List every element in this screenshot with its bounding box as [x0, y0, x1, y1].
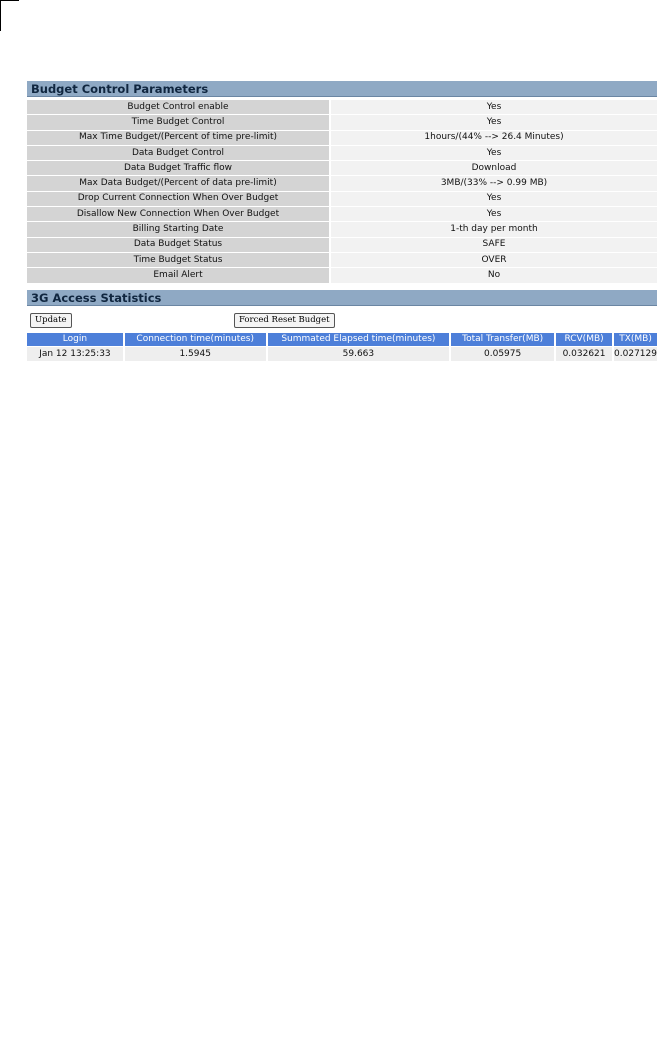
forced-reset-budget-button[interactable]: Forced Reset Budget: [234, 313, 335, 328]
parameter-label: Data Budget Status: [27, 237, 330, 252]
login-cell: Jan 12 13:25:33: [27, 347, 124, 362]
column-header-login: Login: [27, 333, 124, 347]
column-header-elapsed-time: Summated Elapsed time(minutes): [267, 333, 451, 347]
parameter-row: [27, 207, 657, 222]
parameter-row: [27, 268, 657, 283]
parameter-row: [27, 222, 657, 237]
parameter-value: 3MB/(33% --> 0.99 MB): [330, 176, 657, 191]
parameter-value: 1-th day per month: [330, 222, 657, 237]
total-transfer-cell: 0.05975: [450, 347, 555, 362]
column-header-connection-time: Connection time(minutes): [124, 333, 267, 347]
page-corner-mark: [0, 0, 19, 31]
parameter-row: [27, 130, 657, 145]
parameter-label: Time Budget Control: [27, 115, 330, 130]
parameter-label: Budget Control enable: [27, 100, 330, 115]
parameter-value: Yes: [330, 115, 657, 130]
access-statistics-table: [27, 333, 657, 361]
tx-cell: 0.027129: [613, 347, 657, 362]
parameter-label: Disallow New Connection When Over Budget: [27, 207, 330, 222]
table-row: [27, 347, 657, 362]
access-statistics-title: 3G Access Statistics: [31, 291, 162, 305]
parameter-label: Data Budget Traffic flow: [27, 161, 330, 176]
elapsed-time-cell: 59.663: [267, 347, 451, 362]
connection-time-cell: 1.5945: [124, 347, 267, 362]
parameter-label: Time Budget Status: [27, 252, 330, 267]
parameter-value: Yes: [330, 191, 657, 206]
parameter-value: Download: [330, 161, 657, 176]
column-header-rcv: RCV(MB): [555, 333, 613, 347]
parameter-label: Max Time Budget/(Percent of time pre-limit): [27, 130, 330, 145]
column-header-tx: TX(MB): [613, 333, 657, 347]
parameter-value: Yes: [330, 145, 657, 160]
budget-control-title: Budget Control Parameters: [31, 82, 209, 96]
budget-control-header: [27, 81, 657, 97]
update-button[interactable]: Update: [30, 313, 72, 328]
parameter-value: 1hours/(44% --> 26.4 Minutes): [330, 130, 657, 145]
parameter-row: [27, 100, 657, 115]
parameter-row: [27, 191, 657, 206]
parameter-row: [27, 115, 657, 130]
parameter-value: Yes: [330, 100, 657, 115]
rcv-cell: 0.032621: [555, 347, 613, 362]
parameter-row: [27, 161, 657, 176]
parameter-label: Data Budget Control: [27, 145, 330, 160]
parameter-label: Drop Current Connection When Over Budget: [27, 191, 330, 206]
parameter-row: [27, 252, 657, 267]
parameter-row: [27, 145, 657, 160]
table-header-row: [27, 333, 657, 347]
access-statistics-header: [27, 290, 657, 306]
parameter-value: Yes: [330, 207, 657, 222]
column-header-total-transfer: Total Transfer(MB): [450, 333, 555, 347]
parameter-row: [27, 237, 657, 252]
parameter-label: Max Data Budget/(Percent of data pre-limit): [27, 176, 330, 191]
parameter-value: No: [330, 268, 657, 283]
parameter-value: SAFE: [330, 237, 657, 252]
parameter-label: Email Alert: [27, 268, 330, 283]
parameter-row: [27, 176, 657, 191]
parameter-label: Billing Starting Date: [27, 222, 330, 237]
parameter-value: OVER: [330, 252, 657, 267]
budget-parameters-table: [27, 99, 657, 284]
